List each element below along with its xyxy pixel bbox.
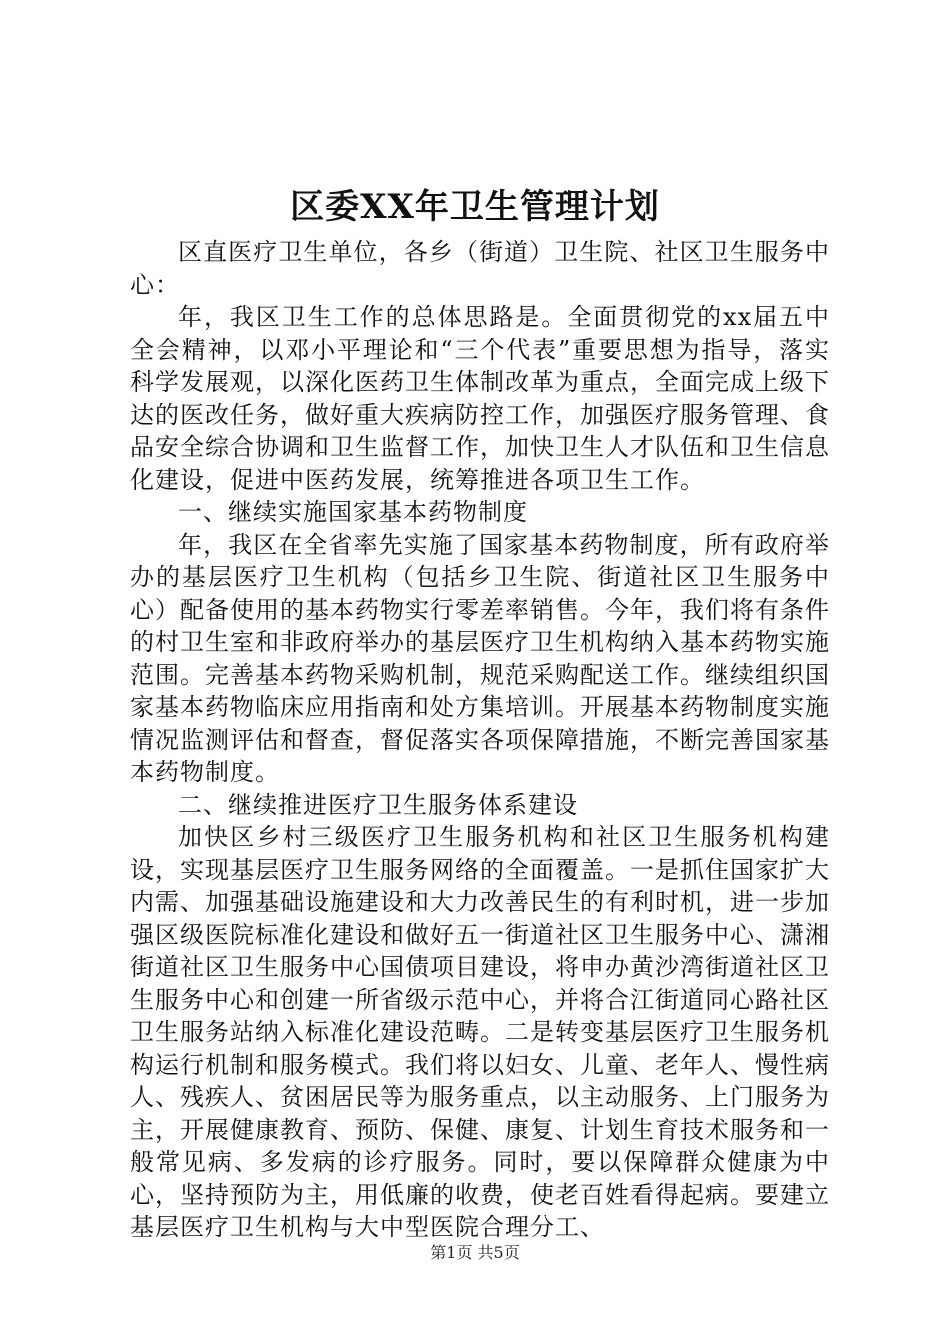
section-2-paragraph: 加快区乡村三级医疗卫生服务机构和社区卫生服务机构建设，实现基层医疗卫生服务网络的全面覆盖。一是抓住国家扩大内需、加强基础设施建设和大力改善民生的有利时机，进一步加强区级医院标准化建设和做好五一街道社区卫生服务中心、潇湘街道社区卫生服务中心国债项目建设，将申办黄沙湾街道社区卫生服务中心和创建一所省级示范中心，并将合江街道同心路社区卫生服务站纳入标准化建设范畴。二是转变基层医疗卫生服务机构运行机制和服务模式。我们将以妇女、儿童、老年人、慢性病人、残疾人、贫困居民等为服务重点，以主动服务、上门服务为主，开展健康教育、预防、保健、康复、计划生育技术服务和一般常见病、多发病的诊疗服务。同时，要以保障群众健康为中心，坚持预防为主，用低廉的收费，使老百姓看得起病。要建立基层医疗卫生机构与大中型医院合理分工、 [130, 823, 830, 1241]
section-heading-1: 一、继续实施国家基本药物制度 [178, 498, 528, 526]
document-body [130, 236, 830, 1244]
page-footer: 第1页 共5页 [430, 1243, 520, 1262]
section-1-paragraph: 年，我区在全省率先实施了国家基本药物制度，所有政府举办的基层医疗卫生机构（包括乡卫生院、街道社区卫生服务中心）配备使用的基本药物实行零差率销售。今年，我们将有条件的村卫生室和非政府举办的基层医疗卫生机构纳入基本药物实施范围。完善基本药物采购机制，规范采购配送工作。继续组织国家基本药物临床应用指南和处方集培训。开展基本药物制度实施情况监测评估和督查，督促落实各项保障措施，不断完善国家基本药物制度。 [130, 530, 830, 786]
document-title: 区委XX年卫生管理计划 [290, 187, 660, 227]
salutation-paragraph: 区直医疗卫生单位，各乡（街道）卫生院、社区卫生服务中心： [130, 238, 830, 299]
section-heading-2: 二、继续推进医疗卫生服务体系建设 [178, 790, 578, 819]
overview-paragraph: 年，我区卫生工作的总体思路是。全面贯彻党的xx届五中全会精神，以邓小平理论和“三个代表”重要思想为指导，落实科学发展观，以深化医药卫生体制改革为重点，全面完成上级下达的医改任务，做好重大疾病防控工作，加强医疗服务管理、食品安全综合协调和卫生监督工作，加快卫生人才队伍和卫生信息化建设，促进中医药发展，统筹推进各项卫生工作。 [130, 303, 830, 494]
